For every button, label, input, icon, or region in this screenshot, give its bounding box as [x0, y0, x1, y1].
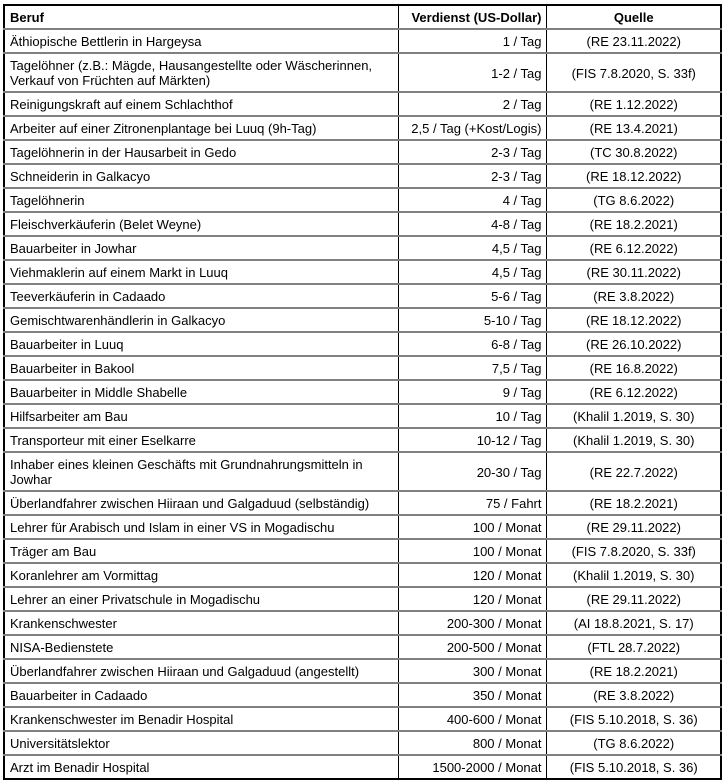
verdienst-cell: 120 / Monat [398, 563, 546, 587]
verdienst-cell: 10-12 / Tag [398, 428, 546, 452]
verdienst-cell: 7,5 / Tag [398, 356, 546, 380]
verdienst-cell: 4,5 / Tag [398, 236, 546, 260]
table-row [4, 611, 721, 635]
quelle-cell: (RE 29.11.2022) [546, 587, 721, 611]
verdienst-cell: 800 / Monat [398, 731, 546, 755]
beruf-cell: Reinigungskraft auf einem Schlachthof [4, 92, 398, 116]
verdienst-cell: 2-3 / Tag [398, 164, 546, 188]
beruf-cell: Überlandfahrer zwischen Hiiraan und Galgaduud (selbständig) [4, 491, 398, 515]
beruf-cell: Teeverkäuferin in Cadaado [4, 284, 398, 308]
quelle-cell: (Khalil 1.2019, S. 30) [546, 563, 721, 587]
table-row [4, 380, 721, 404]
quelle-cell: (AI 18.8.2021, S. 17) [546, 611, 721, 635]
beruf-cell: Krankenschwester im Benadir Hospital [4, 707, 398, 731]
table-row [4, 260, 721, 284]
table-row [4, 635, 721, 659]
beruf-cell: Tagelöhnerin [4, 188, 398, 212]
quelle-cell: (RE 1.12.2022) [546, 92, 721, 116]
table-row [4, 659, 721, 683]
table-row [4, 707, 721, 731]
table-row [4, 140, 721, 164]
quelle-cell: (FIS 7.8.2020, S. 33f) [546, 539, 721, 563]
verdienst-cell: 4,5 / Tag [398, 260, 546, 284]
verdienst-cell: 350 / Monat [398, 683, 546, 707]
verdienst-cell: 1-2 / Tag [398, 53, 546, 92]
beruf-cell: Bauarbeiter in Middle Shabelle [4, 380, 398, 404]
table-row [4, 404, 721, 428]
table-row [4, 236, 721, 260]
table-row [4, 452, 721, 491]
quelle-cell: (FTL 28.7.2022) [546, 635, 721, 659]
verdienst-cell: 10 / Tag [398, 404, 546, 428]
beruf-cell: Universitätslektor [4, 731, 398, 755]
verdienst-cell: 75 / Fahrt [398, 491, 546, 515]
column-header-verdienst: Verdienst (US-Dollar) [398, 5, 546, 29]
beruf-cell: Tagelöhnerin in der Hausarbeit in Gedo [4, 140, 398, 164]
beruf-cell: Transporteur mit einer Eselkarre [4, 428, 398, 452]
beruf-cell: Inhaber eines kleinen Geschäfts mit Grundnahrungsmitteln in Jowhar [4, 452, 398, 491]
beruf-cell: Arzt im Benadir Hospital [4, 755, 398, 779]
beruf-cell: Viehmaklerin auf einem Markt in Luuq [4, 260, 398, 284]
quelle-cell: (RE 16.8.2022) [546, 356, 721, 380]
verdienst-cell: 100 / Monat [398, 539, 546, 563]
beruf-cell: Lehrer an einer Privatschule in Mogadischu [4, 587, 398, 611]
beruf-cell: Krankenschwester [4, 611, 398, 635]
quelle-cell: (RE 6.12.2022) [546, 236, 721, 260]
verdienst-cell: 2 / Tag [398, 92, 546, 116]
table-row [4, 356, 721, 380]
table-row [4, 164, 721, 188]
table-row [4, 53, 721, 92]
verdienst-cell: 100 / Monat [398, 515, 546, 539]
beruf-cell: Schneiderin in Galkacyo [4, 164, 398, 188]
beruf-cell: Träger am Bau [4, 539, 398, 563]
beruf-cell: Bauarbeiter in Cadaado [4, 683, 398, 707]
verdienst-cell: 300 / Monat [398, 659, 546, 683]
quelle-cell: (RE 18.2.2021) [546, 659, 721, 683]
quelle-cell: (RE 3.8.2022) [546, 683, 721, 707]
quelle-cell: (RE 29.11.2022) [546, 515, 721, 539]
quelle-cell: (RE 18.12.2022) [546, 308, 721, 332]
verdienst-cell: 5-10 / Tag [398, 308, 546, 332]
quelle-cell: (RE 23.11.2022) [546, 29, 721, 53]
quelle-cell: (TC 30.8.2022) [546, 140, 721, 164]
quelle-cell: (RE 3.8.2022) [546, 284, 721, 308]
beruf-cell: Bauarbeiter in Luuq [4, 332, 398, 356]
verdienst-cell: 5-6 / Tag [398, 284, 546, 308]
quelle-cell: (FIS 5.10.2018, S. 36) [546, 707, 721, 731]
table-row [4, 755, 721, 779]
quelle-cell: (FIS 5.10.2018, S. 36) [546, 755, 721, 779]
quelle-cell: (Khalil 1.2019, S. 30) [546, 428, 721, 452]
wages-table [3, 4, 722, 780]
verdienst-cell: 4-8 / Tag [398, 212, 546, 236]
quelle-cell: (TG 8.6.2022) [546, 188, 721, 212]
column-header-quelle: Quelle [546, 5, 721, 29]
table-row [4, 284, 721, 308]
quelle-cell: (TG 8.6.2022) [546, 731, 721, 755]
table-row [4, 587, 721, 611]
table-row [4, 428, 721, 452]
table-row [4, 683, 721, 707]
verdienst-cell: 1 / Tag [398, 29, 546, 53]
table-row [4, 212, 721, 236]
table-row [4, 563, 721, 587]
verdienst-cell: 200-300 / Monat [398, 611, 546, 635]
quelle-cell: (RE 18.2.2021) [546, 212, 721, 236]
beruf-cell: Arbeiter auf einer Zitronenplantage bei Luuq (9h-Tag) [4, 116, 398, 140]
quelle-cell: (RE 6.12.2022) [546, 380, 721, 404]
quelle-cell: (RE 18.2.2021) [546, 491, 721, 515]
beruf-cell: Gemischtwarenhändlerin in Galkacyo [4, 308, 398, 332]
verdienst-cell: 2,5 / Tag (+Kost/Logis) [398, 116, 546, 140]
verdienst-cell: 400-600 / Monat [398, 707, 546, 731]
table-row [4, 116, 721, 140]
column-header-beruf: Beruf [4, 5, 398, 29]
beruf-cell: Bauarbeiter in Bakool [4, 356, 398, 380]
beruf-cell: Tagelöhner (z.B.: Mägde, Hausangestellte oder Wäscherinnen, Verkauf von Früchten auf Märkten) [4, 53, 398, 92]
table-body [4, 29, 721, 779]
verdienst-cell: 4 / Tag [398, 188, 546, 212]
beruf-cell: Fleischverkäuferin (Belet Weyne) [4, 212, 398, 236]
table-row [4, 92, 721, 116]
table-row [4, 188, 721, 212]
table-header [4, 5, 721, 29]
table-row [4, 515, 721, 539]
quelle-cell: (RE 18.12.2022) [546, 164, 721, 188]
verdienst-cell: 200-500 / Monat [398, 635, 546, 659]
table-row [4, 539, 721, 563]
header-row [4, 5, 721, 29]
verdienst-cell: 6-8 / Tag [398, 332, 546, 356]
quelle-cell: (FIS 7.8.2020, S. 33f) [546, 53, 721, 92]
quelle-cell: (RE 22.7.2022) [546, 452, 721, 491]
beruf-cell: Überlandfahrer zwischen Hiiraan und Galgaduud (angestellt) [4, 659, 398, 683]
verdienst-cell: 20-30 / Tag [398, 452, 546, 491]
beruf-cell: Koranlehrer am Vormittag [4, 563, 398, 587]
quelle-cell: (RE 13.4.2021) [546, 116, 721, 140]
verdienst-cell: 1500-2000 / Monat [398, 755, 546, 779]
beruf-cell: Hilfsarbeiter am Bau [4, 404, 398, 428]
quelle-cell: (RE 30.11.2022) [546, 260, 721, 284]
beruf-cell: Äthiopische Bettlerin in Hargeysa [10, 34, 202, 49]
table-row [4, 29, 721, 53]
table-row [4, 308, 721, 332]
beruf-cell: NISA-Bedienstete [4, 635, 398, 659]
table-row [4, 491, 721, 515]
verdienst-cell: 2-3 / Tag [398, 140, 546, 164]
quelle-cell: (Khalil 1.2019, S. 30) [546, 404, 721, 428]
beruf-cell: Bauarbeiter in Jowhar [4, 236, 398, 260]
verdienst-cell: 9 / Tag [398, 380, 546, 404]
quelle-cell: (RE 26.10.2022) [546, 332, 721, 356]
table-row [4, 332, 721, 356]
table-row [4, 731, 721, 755]
beruf-cell: Lehrer für Arabisch und Islam in einer VS in Mogadischu [4, 515, 398, 539]
verdienst-cell: 120 / Monat [398, 587, 546, 611]
